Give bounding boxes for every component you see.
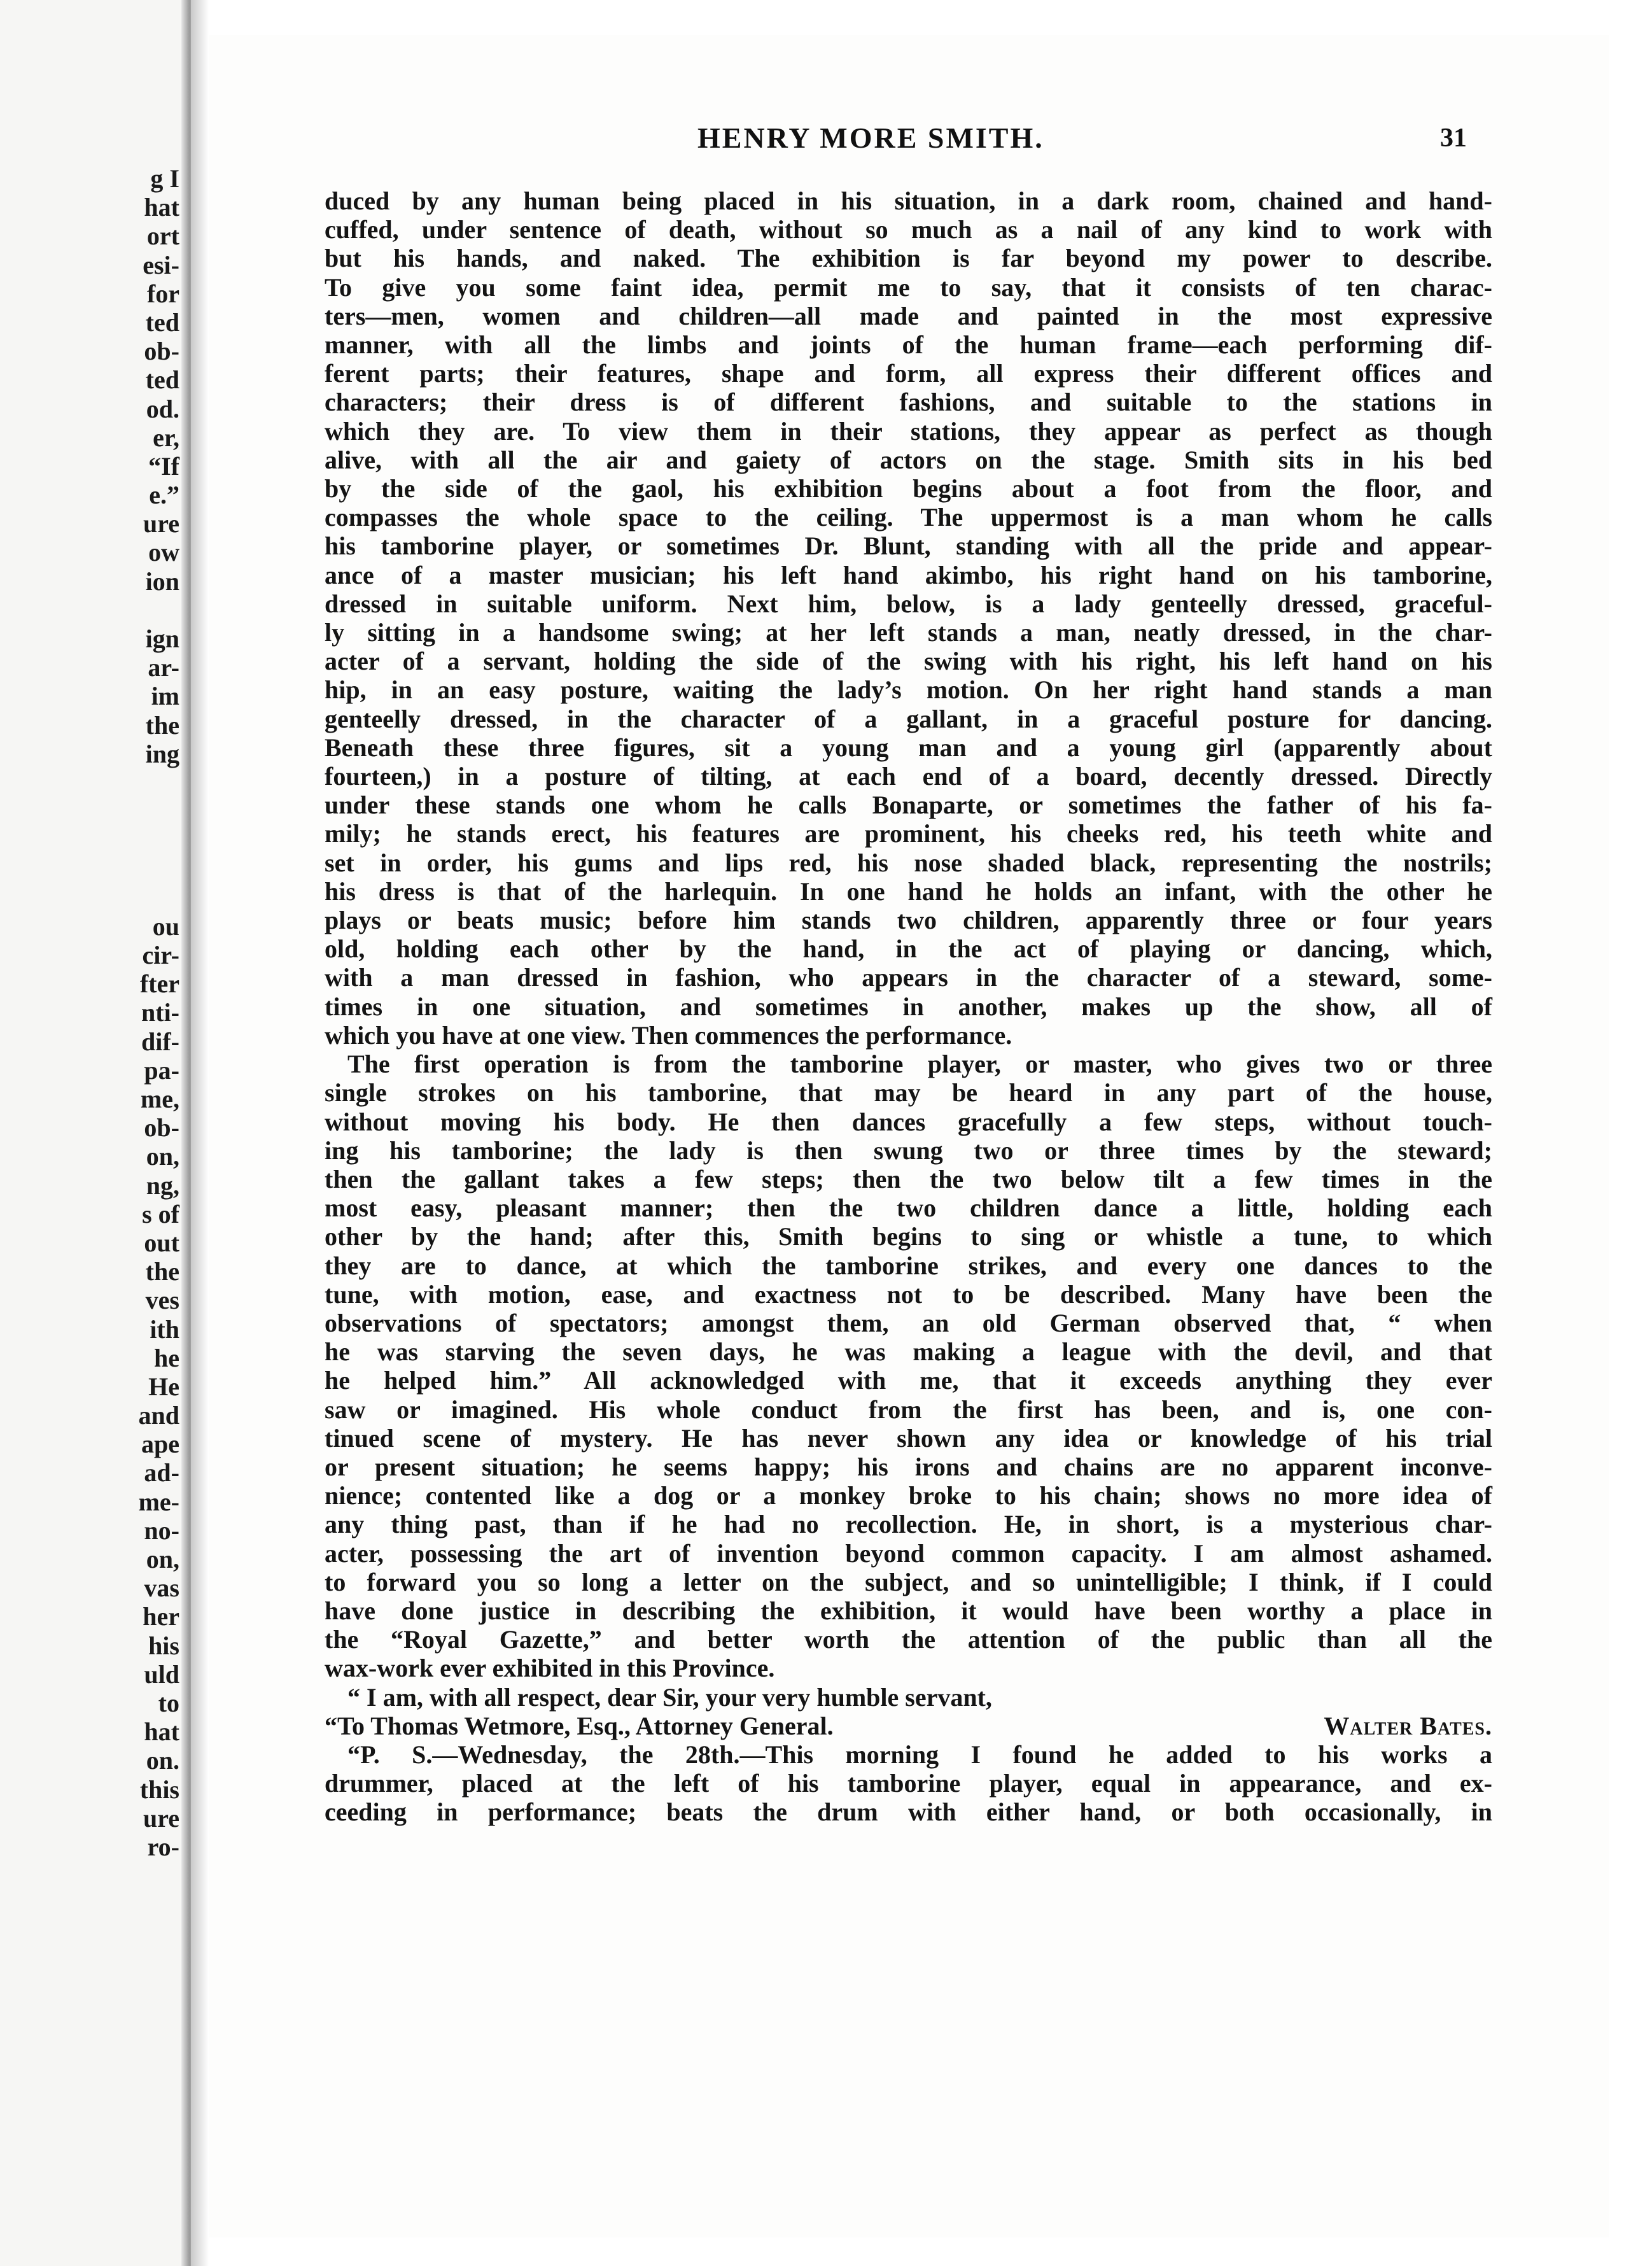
facing-page-fragment <box>116 826 179 854</box>
text-line: ing his tamborine; the lady is then swung two or three times by the steward; <box>325 1136 1492 1165</box>
facing-page-fragment: e.” <box>149 481 179 510</box>
facing-page-fragment: on, <box>146 1142 179 1171</box>
text-line: “P. S.—Wednesday, the 28th.—This morning I found he added to his works a <box>347 1740 1492 1769</box>
facing-page-fragment: her <box>143 1602 179 1631</box>
facing-page-fragment: ob- <box>144 337 179 366</box>
text-line: old, holding each other by the hand, in the act of playing or dancing, which, <box>325 934 1492 964</box>
text-line: Beneath these three figures, sit a young man and a young girl (apparently about <box>325 733 1492 762</box>
text-line: without moving his body. He then dances gracefully a few steps, without touch- <box>325 1107 1492 1136</box>
facing-page-fragment: the <box>145 1257 179 1286</box>
text-line: have done justice in describing the exhibition, it would have been worthy a place in <box>325 1596 1492 1625</box>
text-line: manner, with all the limbs and joints of the human frame—each performing dif- <box>325 330 1492 360</box>
text-line: acter, possessing the art of invention beyond common capacity. I am almost ashamed. <box>325 1538 1492 1568</box>
text-line: by the side of the gaol, his exhibition begins about a foot from the floor, and <box>325 474 1492 503</box>
facing-page-fragment: ng, <box>146 1171 179 1200</box>
facing-page-fragment: ro- <box>147 1832 179 1861</box>
text-line: observations of spectators; amongst them, an old German observed that, “ when <box>325 1308 1492 1337</box>
text-line: which you have at one view. Then commences the performance. <box>325 1020 1012 1050</box>
text-line: or present situation; he seems happy; his irons and chains are no apparent inconve- <box>325 1452 1492 1481</box>
signoff-line <box>325 1712 1492 1740</box>
page-header <box>209 35 1609 169</box>
facing-page-fragment: this <box>139 1775 179 1804</box>
facing-page-fragment: ted <box>145 307 179 337</box>
text-line: characters; their dress is of different fashions, and suitable to the stations in <box>325 388 1492 417</box>
facing-page-fragment: ure <box>143 1803 179 1833</box>
facing-page-fragment: ign <box>145 624 179 653</box>
text-line: ance of a master musician; his left hand akimbo, his right hand on his tamborine, <box>325 560 1492 589</box>
facing-page-fragment: ort <box>146 222 179 251</box>
paragraph-performance <box>325 1050 1492 1682</box>
paragraph-exhibition <box>325 186 1492 1050</box>
facing-page-fragment <box>116 855 179 883</box>
text-line: with a man dressed in fashion, who appears in the character of a steward, some- <box>325 963 1492 992</box>
facing-page-fragment: the <box>145 710 179 740</box>
facing-page-fragment: ow <box>148 538 179 567</box>
body-text <box>325 186 1492 1827</box>
postscript <box>325 1740 1492 1827</box>
text-line: any thing past, than if he had no recollection. He, in short, is a mysterious char- <box>325 1510 1492 1539</box>
text-line: To give you some faint idea, permit me to say, that it consists of ten charac- <box>325 272 1492 302</box>
text-line: single strokes on his tamborine, that may be heard in any part of the house, <box>325 1078 1492 1108</box>
facing-page-fragment: pa- <box>144 1055 179 1085</box>
text-line: but his hands, and naked. The exhibition is far beyond my power to describe. <box>325 244 1492 273</box>
facing-page-fragment: ar- <box>148 653 179 682</box>
text-line: wax-work ever exhibited in this Province. <box>325 1654 775 1683</box>
facing-page-edge <box>0 0 191 2266</box>
facing-page-fragment: ure <box>143 509 179 538</box>
text-line: ters—men, women and children—all made and painted in the most expressive <box>325 301 1492 330</box>
text-line: they are to dance, at which the tamborine strikes, and every one dances to the <box>325 1251 1492 1280</box>
facing-page-fragment: ape <box>141 1430 179 1459</box>
facing-page-fragment: me, <box>140 1085 179 1113</box>
text-line: he helped him.” All acknowledged with me, that it exceeds anything they ever <box>325 1366 1492 1395</box>
facing-page-fragment: his <box>148 1631 179 1660</box>
text-line: dressed in suitable uniform. Next him, below, is a lady genteelly dressed, graceful- <box>325 589 1492 618</box>
text-line: genteelly dressed, in the character of a gallant, in a graceful posture for dancing. <box>325 704 1492 733</box>
text-line: ceeding in performance; beats the drum with either hand, or both occasionally, in <box>325 1798 1492 1827</box>
facing-page-fragment: dif- <box>141 1027 179 1056</box>
facing-page-fragment: ou <box>152 911 179 941</box>
addressee: “To Thomas Wetmore, Esq., Attorney General. <box>325 1711 834 1740</box>
facing-page-fragment: to <box>158 1688 179 1717</box>
facing-page-fragment: ad- <box>144 1458 179 1488</box>
facing-page-fragment: ing <box>145 739 179 768</box>
text-line: ly sitting in a handsome swing; at her left stands a man, neatly dressed, in the char- <box>325 618 1492 647</box>
facing-page-fragment <box>116 768 179 797</box>
facing-page-text-fragments <box>116 164 179 1861</box>
facing-page-fragment: uld <box>144 1659 179 1689</box>
text-line: acter of a servant, holding the side of the swing with his right, his left hand on his <box>325 647 1492 676</box>
facing-page-fragment: fter <box>139 969 179 999</box>
text-line: cuffed, under sentence of death, without so much as a nail of any kind to work with <box>325 215 1492 244</box>
facing-page-fragment: ob- <box>144 1113 179 1143</box>
facing-page-fragment: cir- <box>142 941 179 970</box>
text-line: he was starving the seven days, he was making a league with the devil, and that <box>325 1337 1492 1367</box>
facing-page-fragment: hat <box>144 1717 179 1747</box>
signature: Walter Bates. <box>1324 1711 1492 1740</box>
text-line: tune, with motion, ease, and exactness not to be described. Many have been the <box>325 1279 1492 1309</box>
text-line: other by the hand; after this, Smith begins to sing or whistle a tune, to which <box>325 1222 1492 1251</box>
text-line: the “Royal Gazette,” and better worth the attention of the public than all the <box>325 1625 1492 1654</box>
text-line: then the gallant takes a few steps; then the two below tilt a few times in the <box>325 1164 1492 1193</box>
text-line: ferent parts; their features, shape and form, all express their different offices and <box>325 359 1492 388</box>
facing-page-fragment: ves <box>145 1286 179 1315</box>
text-line: hip, in an easy posture, waiting the lady’s motion. On her right hand stands a man <box>325 675 1492 705</box>
facing-page-fragment: g I <box>150 164 179 193</box>
text-line: to forward you so long a letter on the subject, and so unintelligible; I think, if I could <box>325 1567 1492 1596</box>
facing-page-fragment: for <box>146 279 179 308</box>
text-line: times in one situation, and sometimes in another, makes up the show, all of <box>325 992 1492 1021</box>
facing-page-fragment: ith <box>150 1314 179 1344</box>
facing-page-fragment: he <box>154 1343 179 1372</box>
facing-page-fragment <box>116 797 179 826</box>
facing-page-fragment: on, <box>146 1545 179 1573</box>
text-line: his tamborine player, or sometimes Dr. Blunt, standing with all the pride and appear- <box>325 531 1492 561</box>
text-line: his dress is that of the harlequin. In one hand he holds an infant, with the other he <box>325 876 1492 906</box>
text-line: which they are. To view them in their stations, they appear as perfect as though <box>325 416 1492 446</box>
text-line: saw or imagined. His whole conduct from the first has been, and is, one con- <box>325 1395 1492 1424</box>
page-number: 31 <box>1440 123 1467 153</box>
text-line: plays or beats music; before him stands two children, apparently three or four years <box>325 906 1492 935</box>
facing-page-fragment: ted <box>145 365 179 395</box>
text-line: most easy, pleasant manner; then the two children dance a little, holding each <box>325 1193 1492 1223</box>
facing-page-fragment: no- <box>144 1516 179 1545</box>
facing-page-fragment: er, <box>153 423 179 452</box>
text-line: under these stands one whom he calls Bonaparte, or sometimes the father of his fa- <box>325 791 1492 820</box>
closing-line: “ I am, with all respect, dear Sir, your very humble servant, <box>347 1682 992 1712</box>
facing-page-fragment: He <box>148 1372 179 1401</box>
text-line: alive, with all the air and gaiety of actors on the stage. Smith sits in his bed <box>325 445 1492 474</box>
facing-page-fragment: s of <box>142 1199 179 1228</box>
text-line: compasses the whole space to the ceiling. The uppermost is a man whom he calls <box>325 503 1492 532</box>
facing-page-torn-edge <box>181 0 191 2266</box>
facing-page-fragment: me- <box>138 1487 179 1516</box>
book-page <box>209 35 1609 2237</box>
facing-page-fragment: vas <box>144 1573 179 1603</box>
facing-page-fragment: od. <box>146 394 179 423</box>
book-gutter <box>191 0 209 2266</box>
text-line: The first operation is from the tamborine player, or master, who gives two or three <box>347 1050 1492 1079</box>
facing-page-fragment: ion <box>145 566 179 596</box>
text-line: tinued scene of mystery. He has never shown any idea or knowledge of his trial <box>325 1423 1492 1453</box>
facing-page-fragment: im <box>151 682 179 711</box>
facing-page-fragment: “If <box>148 451 179 481</box>
facing-page-fragment: on. <box>146 1746 179 1775</box>
facing-page-fragment: nti- <box>141 998 179 1027</box>
facing-page-fragment: and <box>138 1401 179 1430</box>
text-line: drummer, placed at the left of his tamborine player, equal in appearance, and ex- <box>325 1769 1492 1798</box>
facing-page-fragment: out <box>144 1228 179 1257</box>
running-head: HENRY MORE SMITH. <box>697 122 1044 154</box>
text-line: nience; contented like a dog or a monkey broke to his chain; shows no more idea of <box>325 1481 1492 1510</box>
facing-page-fragment <box>116 596 179 624</box>
text-line: fourteen,) in a posture of tilting, at each end of a board, decently dressed. Directly <box>325 762 1492 791</box>
text-line: mily; he stands erect, his features are prominent, his cheeks red, his teeth white and <box>325 819 1492 848</box>
facing-page-fragment <box>116 883 179 912</box>
facing-page-fragment: hat <box>144 193 179 222</box>
facing-page-fragment: esi- <box>143 250 179 279</box>
text-line: duced by any human being placed in his situation, in a dark room, chained and hand- <box>325 186 1492 215</box>
text-line: set in order, his gums and lips red, his nose shaded black, representing the nostrils; <box>325 848 1492 877</box>
